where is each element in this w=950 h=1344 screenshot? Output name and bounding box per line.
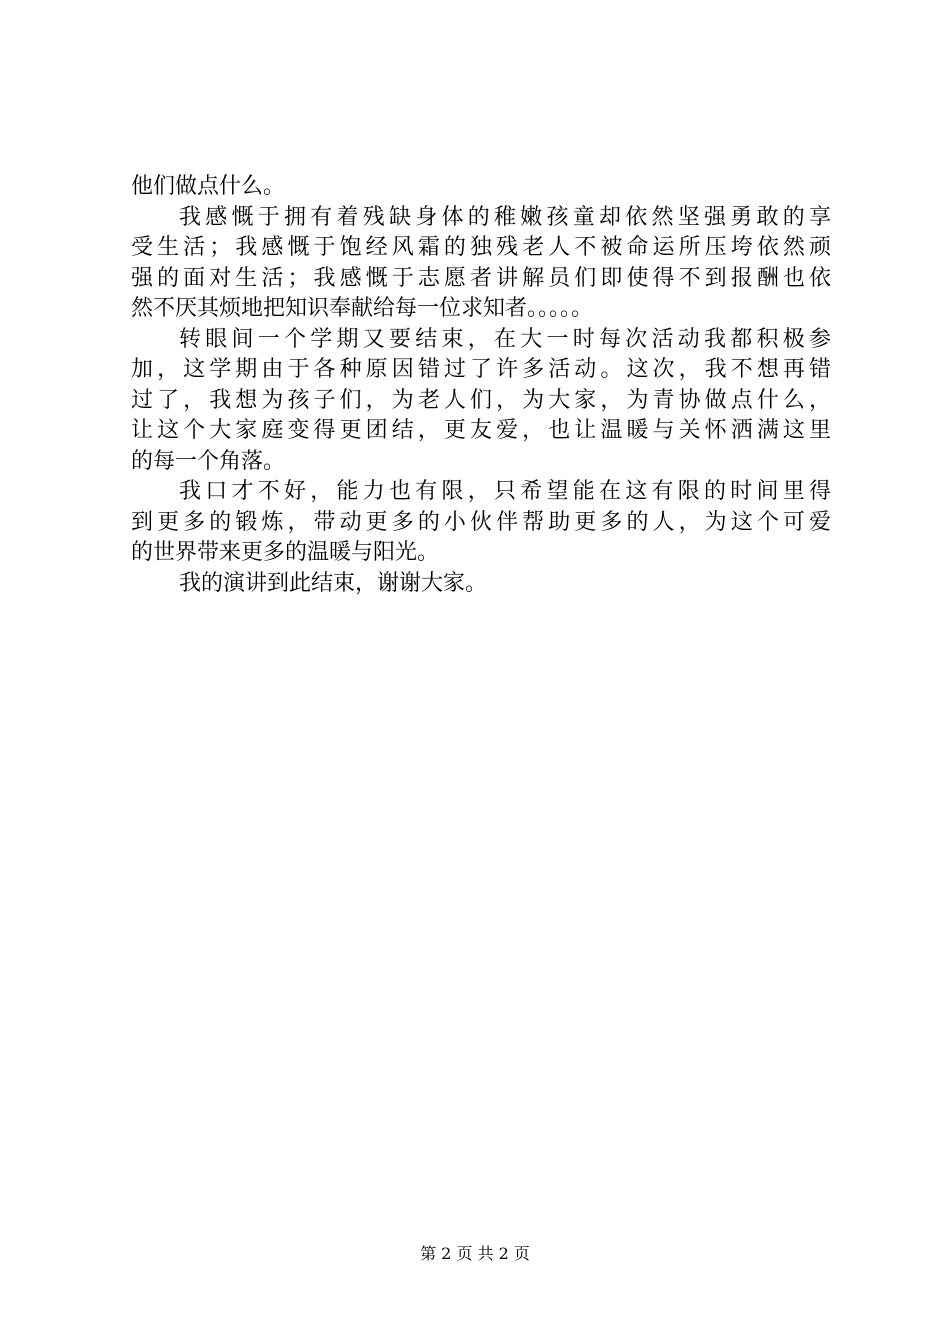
page-footer: 第 2 页 共 2 页 — [420, 1244, 530, 1263]
paragraph-line: 过了，我想为孩子们，为老人们，为大家，为青协做点什么， — [131, 387, 831, 413]
paragraph-line: 我的演讲到此结束，谢谢大家。 — [179, 570, 488, 596]
paragraph-line: 然不厌其烦地把知识奉献给每一位求知者。。。。。 — [131, 296, 594, 321]
paragraph-line: 我感慨于拥有着残缺身体的稚嫩孩童却依然坚强勇敢的享 — [179, 204, 831, 230]
paragraph-line: 受生活；我感慨于饱经风霜的独残老人不被命运所压垮依然顽 — [131, 235, 831, 260]
paragraph-line: 加，这学期由于各种原因错过了许多活动。这次，我不想再错 — [131, 357, 831, 382]
document-body — [131, 172, 831, 599]
paragraph-line: 到更多的锻炼，带动更多的小伙伴帮助更多的人，为这个可爱 — [131, 509, 831, 535]
paragraph-line: 的每一个角落。 — [131, 448, 286, 474]
paragraph-line: 他们做点什么。 — [131, 174, 286, 199]
paragraph-line: 转眼间一个学期又要结束，在大一时每次活动我都积极参 — [179, 326, 831, 352]
paragraph-line: 我口才不好，能力也有限，只希望能在这有限的时间里得 — [179, 479, 831, 504]
paragraph-line: 强的面对生活；我感慨于志愿者讲解员们即使得不到报酬也依 — [131, 265, 831, 291]
paragraph-line: 的世界带来更多的温暖与阳光。 — [131, 540, 440, 565]
paragraph-line: 让这个大家庭变得更团结，更友爱，也让温暖与关怀洒满这里 — [131, 418, 831, 443]
